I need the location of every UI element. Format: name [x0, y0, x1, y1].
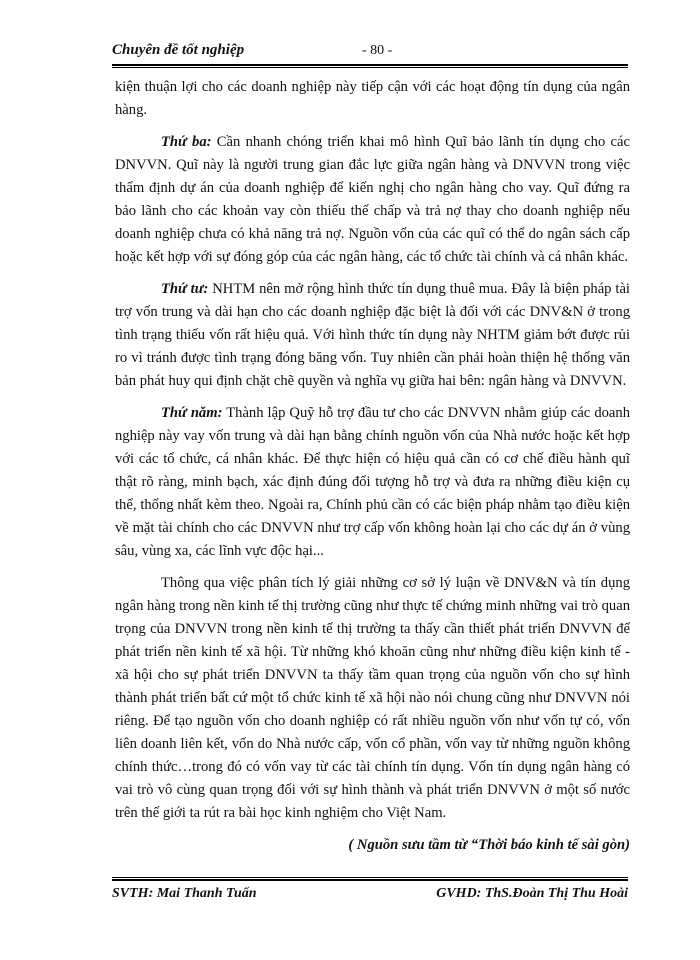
- paragraph-thu-tu: [115, 278, 630, 393]
- page-body: [115, 76, 630, 856]
- page-footer: [112, 886, 628, 908]
- paragraph-text: Thông qua việc phân tích lý giải những cơ sở lý luận về DNV&N và tín dụng ngân hàng trong nền kinh tế thị trường cũng như thực tế chứng minh những vai trò quan trọng của DNVVN trong nền kinh tế thị trường ta thấy cần thiết phát triển DNVVN để phát triển nền kinh tế xã hội. Từ những khó khoăn cũng như những điều kiện kinh tế - xã hội cho sự phát triển DNVVN ta thấy tầm quan trọng của nguồn vốn cho sự hình thành phát triển bất cứ một tổ chức kinh tế xã hội nào nói chung cũng như DNVVN nói riêng. Để tạo nguồn vốn cho doanh nghiệp có rất nhiều nguồn vốn như vốn tự có, vốn liên doanh liên kết, vốn do Nhà nước cấp, vốn cổ phần, vốn vay từ những nguồn không chính thức…trong đó có vốn vay từ các tài chính tín dụng. Vốn tín dụng ngân hàng có vai trò vô cùng quan trọng đối với sự hình thành và phát triển DNVVN ở một số nước trên thế giới ta rút ra bài học kinh nghiệm cho Việt Nam.: [115, 575, 630, 821]
- page-header: [112, 40, 628, 64]
- paragraph-thu-ba: [115, 131, 630, 269]
- advisor-name: GVHD: ThS.Đoàn Thị Thu Hoài: [436, 886, 628, 901]
- paragraph-lead: Thứ năm:: [161, 405, 223, 421]
- paragraph-conclusion: [115, 572, 630, 825]
- footer-rule-thick: [112, 879, 628, 881]
- footer-rule-thin: [112, 877, 628, 878]
- paragraph-text: Cần nhanh chóng triển khai mô hình Quĩ bảo lãnh tín dụng cho các DNVVN. Quĩ này là người trung gian đắc lực giữa ngân hàng và DNVVN trong việc thẩm định dự án của doanh nghiệp để kiến nghị cho ngân hàng cho vay. Quĩ đứng ra bảo lãnh cho các khoản vay còn thiếu thế chấp và trả nợ thay cho doanh nghiệp nếu doanh nghiệp chưa có khả năng trả nợ. Nguồn vốn của các quĩ có thể do ngân sách cấp hoặc kết hợp với sự đóng góp của các ngân hàng, các tổ chức tài chính và cá nhân khác.: [115, 134, 630, 265]
- paragraph-lead: Thứ ba:: [161, 134, 212, 150]
- paragraph-thu-nam: [115, 402, 630, 563]
- source-note: ( Nguồn sưu tầm từ “Thời báo kinh tế sài gòn): [348, 837, 630, 853]
- header-rule-thick: [112, 64, 628, 66]
- paragraph-continuation: [115, 76, 630, 122]
- paragraph-text: kiện thuận lợi cho các doanh nghiệp này tiếp cận với các hoạt động tín dụng của ngân hàng.: [115, 79, 630, 118]
- student-name: SVTH: Mai Thanh Tuấn: [112, 886, 257, 901]
- page-number: - 80 -: [362, 43, 393, 58]
- header-rule-thin: [112, 67, 628, 68]
- paragraph-text: Thành lập Quỹ hỗ trợ đầu tư cho các DNVVN nhằm giúp các doanh nghiệp này vay vốn trung và dài hạn bằng chính nguồn vốn của Nhà nước hoặc kết hợp với các tổ chức, cá nhân khác. Để thực hiện có hiệu quả cần có cơ chế điều hành quĩ thật rõ ràng, minh bạch, xác định đúng đối tượng hỗ trợ và đưa ra những điều kiện cụ thể, thống nhất kèm theo. Ngoài ra, Chính phủ cần có các biện pháp nhằm tạo điều kiện về mặt tài chính cho các DNVVN như trợ cấp vốn không hoàn lại cho các dự án ở vùng sâu, vùng xa, các lĩnh vực độc hại...: [115, 405, 630, 559]
- paragraph-lead: Thứ tư:: [161, 281, 209, 297]
- document-title: Chuyên đề tốt nghiệp: [112, 42, 245, 58]
- paragraph-text: NHTM nên mở rộng hình thức tín dụng thuê mua. Đây là biện pháp tài trợ vốn trung và dài hạn cho các doanh nghiệp đặc biệt là đối với các DNV&N ở trong tình trạng thiếu vốn rất hiệu quả. Với hình thức tín dụng này NHTM giảm bớt được rủi ro vì tránh được tình trạng đóng băng vốn. Tuy nhiên cần phải hoàn thiện hệ thống văn bản phát huy qui định chặt chẽ quyền và nghĩa vụ giữa hai bên: ngân hàng và DNVVN.: [115, 281, 630, 389]
